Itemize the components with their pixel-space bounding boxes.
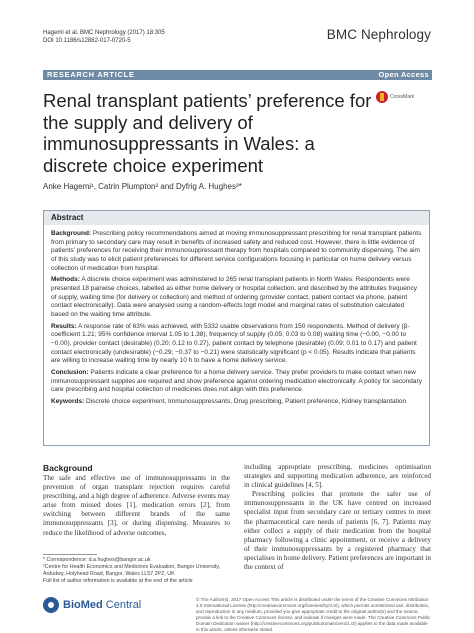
correspondence-note: * Correspondence: d.a.hughes@bangor.ac.uk: [43, 557, 151, 563]
conclusion-label: Conclusion:: [51, 368, 89, 376]
abstract-header: [44, 211, 429, 225]
publisher-name-rest: Central: [102, 599, 142, 611]
author-info-note: Full list of author information is available at the end of the article: [43, 578, 193, 584]
abstract-body: [51, 230, 423, 409]
body-column-left: [43, 463, 230, 538]
doi-line: DOI 10.1186/s12882-017-0720-5: [43, 38, 131, 44]
affiliation-line: ²Centre for Health Economics and Medicines Evaluation, Bangor University,: [43, 564, 221, 570]
crossmark-icon: [376, 91, 388, 103]
copyright-notice: © The Author(s). 2017 Open Access This article is distributed under the terms of the Creative Commons Attribution 4.0 International License (http://creativecommons.org/licenses/by/4.0/), which permits unrestricted use, distribution, and reproduction in any medium, provided you give appropriate credit to the original author(s) and the source, provide a link to the Creative Commons license, and indicate if changes were made. The Creative Commons Public Domain Dedication waiver (http://creativecommons.org/publicdomain/zero/1.0/) applies to the data made available in this article, unless otherwise stated.: [196, 597, 431, 632]
article-type-banner: [43, 70, 432, 80]
abstract-heading: Abstract: [51, 213, 84, 222]
article-title: Renal transplant patients’ preference for the supply and delivery of immunosuppressants in Wales: a discrete choice experiment: [43, 90, 372, 176]
keywords-label: Keywords:: [51, 397, 85, 405]
methods-label: Methods:: [51, 276, 80, 284]
results-label: Results:: [51, 322, 77, 330]
article-type-label: RESEARCH ARTICLE: [47, 70, 135, 79]
biomed-central-logo: [43, 597, 143, 613]
section-heading-background: Background: [43, 463, 93, 473]
footnotes: [43, 557, 233, 585]
affiliation-address: Ardudwy, Holyhead Road, Bangor, Wales LL57 2PZ, UK: [43, 571, 175, 577]
background-text: Prescribing policy recommendations aimed at moving immunosuppressant prescribing for renal transplant patients from primary to secondary care may result in benefits of increased safety and reduced cost. However, there is little evidence of patients’ preferences for receiving their immunosuppressant therapy from hospitals compared to community dispensing. The aim of this study was to elicit patient preferences for different service configurations focusing in particular on home delivery versus collection of medication from hospital.: [51, 230, 422, 272]
publisher-name: [63, 599, 141, 611]
methods-text: A discrete choice experiment was administered to 265 renal transplant patients in North Wales. Respondents were presented 18 pairwise choices, labelled as either home delivery or hospital collection, and described by the attributes frequency of supply, waiting time (for delivery or collection) and method of ordering (provider contact, patient contact via phone, patient contact electronically). Data were analysed using a random-effects logit model and marginal rates of substitution calculated based on the waiting time attribute.: [51, 276, 418, 318]
citation-line: Hagemi et al. BMC Nephrology (2017) 18:305: [43, 30, 165, 36]
biomed-central-icon: [43, 597, 59, 613]
journal-name: BMC Nephrology: [326, 27, 431, 42]
abstract-keywords: [51, 398, 423, 407]
footnote-divider: [43, 554, 97, 555]
citation-block: [43, 29, 165, 45]
abstract-methods: [51, 276, 423, 319]
conclusion-text: Patients indicate a clear preference for a home delivery service. They prefer providers to make contact when new immunosuppressant supplies are required and show preference against ordering medication electronically. A policy for secondary care prescribing and hospital collection of medicines does not align with this preference.: [51, 368, 422, 394]
abstract-results: [51, 323, 423, 366]
body-paragraph: The safe and effective use of immunosuppressants in the prevention of organ transplant rejection requires careful prescribing, and a high degree of adherence. Adverse events may arise from missed doses [1], medication errors [2], from switching between different brands of the same immunosuppressants [3], or during dispensing. Measures to reduce the likelihood of adverse outcomes,: [43, 474, 230, 537]
author-list: Anke Hagemi¹, Catrin Plumpton² and Dyfrig A. Hughes²*: [43, 182, 242, 191]
body-paragraph: Prescribing policies that promote the safer use of immunosuppressants in the UK have centred on increased specialist input from secondary care or tertiary centres to meet the pharmaceutical care needs of patients [6, 7]. Patients may either collect a supply of their medication from the hospital pharmacy following a clinic appointment, or receive a delivery of their immunosuppressants by a registered pharmacy that specialises in home delivery. Patient preferences are important in the context of: [244, 490, 431, 572]
keywords-text: Discrete choice experiment, Immunosuppressants, Drug prescribing, Patient preference, Kidney transplantation: [86, 397, 407, 405]
open-access-label: Open Access: [378, 70, 429, 79]
results-text: A response rate of 63% was achieved, with 5332 usable observations from 150 respondents. Method of delivery (β-coefficient 1.21; 95% confidence interval 1.05 to 1.38), frequency of supply (0.05; 0.03 to 0.08) waiting time (−0.00, −0.00 to −0.00), provider contact (desirable) (0.20; 0.12 to 0.27), patient contact by telephone (desirable) (0.09; 0.01 to 0.17) and patient contact electronically (undesirable) (−0.29; −0.37 to −0.21) were statistically significant (p < 0.05). Results indicate that patients are willing to increase waiting time by nearly 10 h to have a home delivery service.: [51, 322, 417, 365]
background-label: Background:: [51, 230, 92, 237]
abstract-box: [43, 210, 430, 446]
body-column-right: [244, 463, 431, 572]
abstract-background: [51, 230, 423, 273]
publisher-name-bold: BioMed: [63, 599, 103, 611]
crossmark-label: CrossMark: [390, 94, 415, 100]
crossmark-badge[interactable]: [376, 91, 432, 105]
abstract-conclusion: [51, 369, 423, 395]
body-paragraph-continued: including appropriate prescribing, medicines optimisation strategies and supporting medication adherence, are reinforced in clinical guidelines [4, 5].: [244, 463, 431, 490]
